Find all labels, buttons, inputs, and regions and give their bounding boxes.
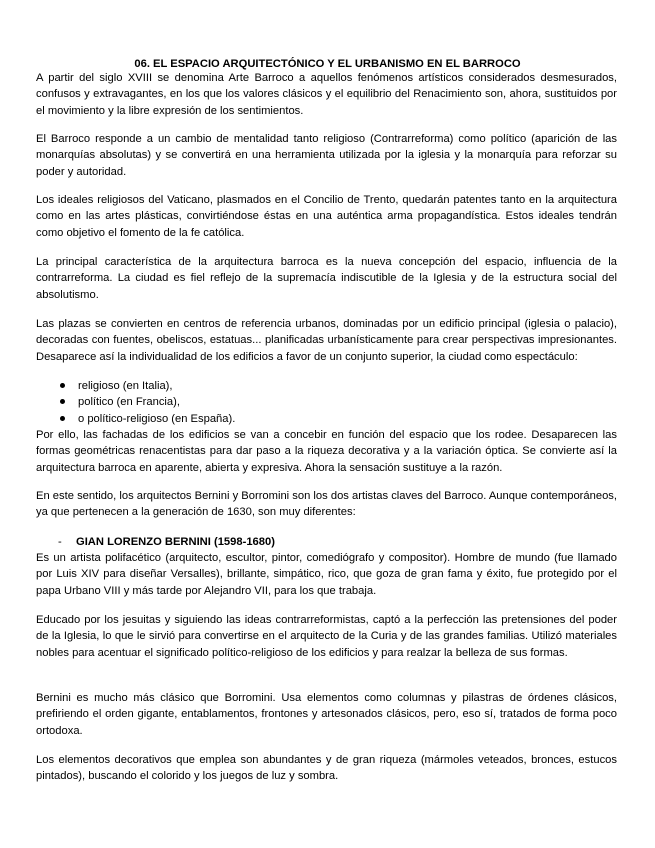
paragraph-space: La principal característica de la arquitectura barroca es la nueva concepción del espacio, influencia de la contrarreforma. La ciudad es fiel reflejo de la supremacía indiscutible de la Iglesia y de la estructura social del absolutismo. — [36, 256, 617, 301]
paragraph-bernini-jesuits: Educado por los jesuitas y siguiendo las ideas contrarreformistas, captó a la perfección las pretensiones del poder de la Iglesia, lo que le sirvió para convertirse en el arquitecto de la Curia y de las grandes familias. Utilizó materiales nobles para acentuar el significado político-religioso de los edificios y para realzar la belleza de sus formas. — [36, 614, 617, 659]
paragraph-ideals: Los ideales religiosos del Vaticano, plasmados en el Concilio de Trento, quedarán patentes tanto en la arquitectura como en las artes plásticas, convirtiéndose éstas en una auténtica arma propagandística. Estos ideales tendrán como objetivo el fomento de la fe católica. — [36, 194, 617, 239]
paragraph-mentality: El Barroco responde a un cambio de mentalidad tanto religioso (Contrarreforma) como político (aparición de las monarquías absolutas) y se convertirá en una herramienta utilizada por la iglesia y la monarquía para reforzar su poder y autoridad. — [36, 133, 617, 178]
heading-text: GIAN LORENZO BERNINI (1598-1680) — [76, 536, 275, 548]
paragraph-plazas: Las plazas se convierten en centros de referencia urbanos, dominadas por un edificio principal (iglesia o palacio), decoradas con fuentes, obeliscos, estatuas... planificadas urbanísticamente para crear perspectivas impresionantes. Desaparece así la individualidad de los edificios a favor de un conjunto superior, la ciudad como espectáculo: — [36, 318, 617, 363]
paragraph-bernini-classic: Bernini es mucho más clásico que Borromini. Usa elementos como columnas y pilastras de órdenes clásicos, prefiriendo el orden gigante, entablamentos, frontones y artesonados clásicos, pero, eso sí, tratados de forma poco ortodoxa. — [36, 692, 617, 737]
paragraph-architects: En este sentido, los arquitectos Bernini y Borromini son los dos artistas claves del Barroco. Aunque contemporáneos, ya que pertenecen a la generación de 1630, son muy diferentes: — [36, 490, 617, 519]
section-heading — [36, 534, 617, 550]
paragraph-bernini-decoration: Los elementos decorativos que emplea son abundantes y de gran riqueza (mármoles veteados, bronces, estucos pintados), buscando el colorido y los juegos de luz y sombra. — [36, 754, 617, 783]
paragraph-intro: A partir del siglo XVIII se denomina Arte Barroco a aquellos fenómenos artísticos considerados desmesurados, confusos y extravagantes, en los que los valores clásicos y el equilibrio del Renacimiento son, ahora, sustituidos por el movimiento y la libre expresión de los sentimientos. — [36, 72, 617, 117]
document-title: 06. EL ESPACIO ARQUITECTÓNICO Y EL URBANISMO EN EL BARROCO — [134, 58, 521, 70]
heading-dash: - — [58, 536, 62, 548]
paragraph-bernini-bio: Es un artista polifacético (arquitecto, escultor, pintor, comediógrafo y compositor). Hombre de mundo (fue llamado por Luis XIV para diseñar Versalles), brillante, simpático, rico, que goza de gran fama y éxito, fue protegido por el papa Urbano VIII y más tarde por Alejandro VII, para los que trabaja. — [36, 552, 617, 597]
list-item: político (en Francia), — [36, 394, 617, 410]
paragraph-facades: Por ello, las fachadas de los edificios se van a concebir en función del espacio que los rodee. Desaparecen las formas geométricas renacentistas para dar paso a la riqueza decorativa y a la variación óptica. Se convierte así la arquitectura barroca en aparente, abierta y expresiva. Ahora la sensación sustituye a la razón. — [36, 429, 617, 474]
spectacle-list — [36, 378, 617, 427]
list-item: o político-religioso (en España). — [36, 411, 617, 427]
list-item: religioso (en Italia), — [36, 378, 617, 394]
